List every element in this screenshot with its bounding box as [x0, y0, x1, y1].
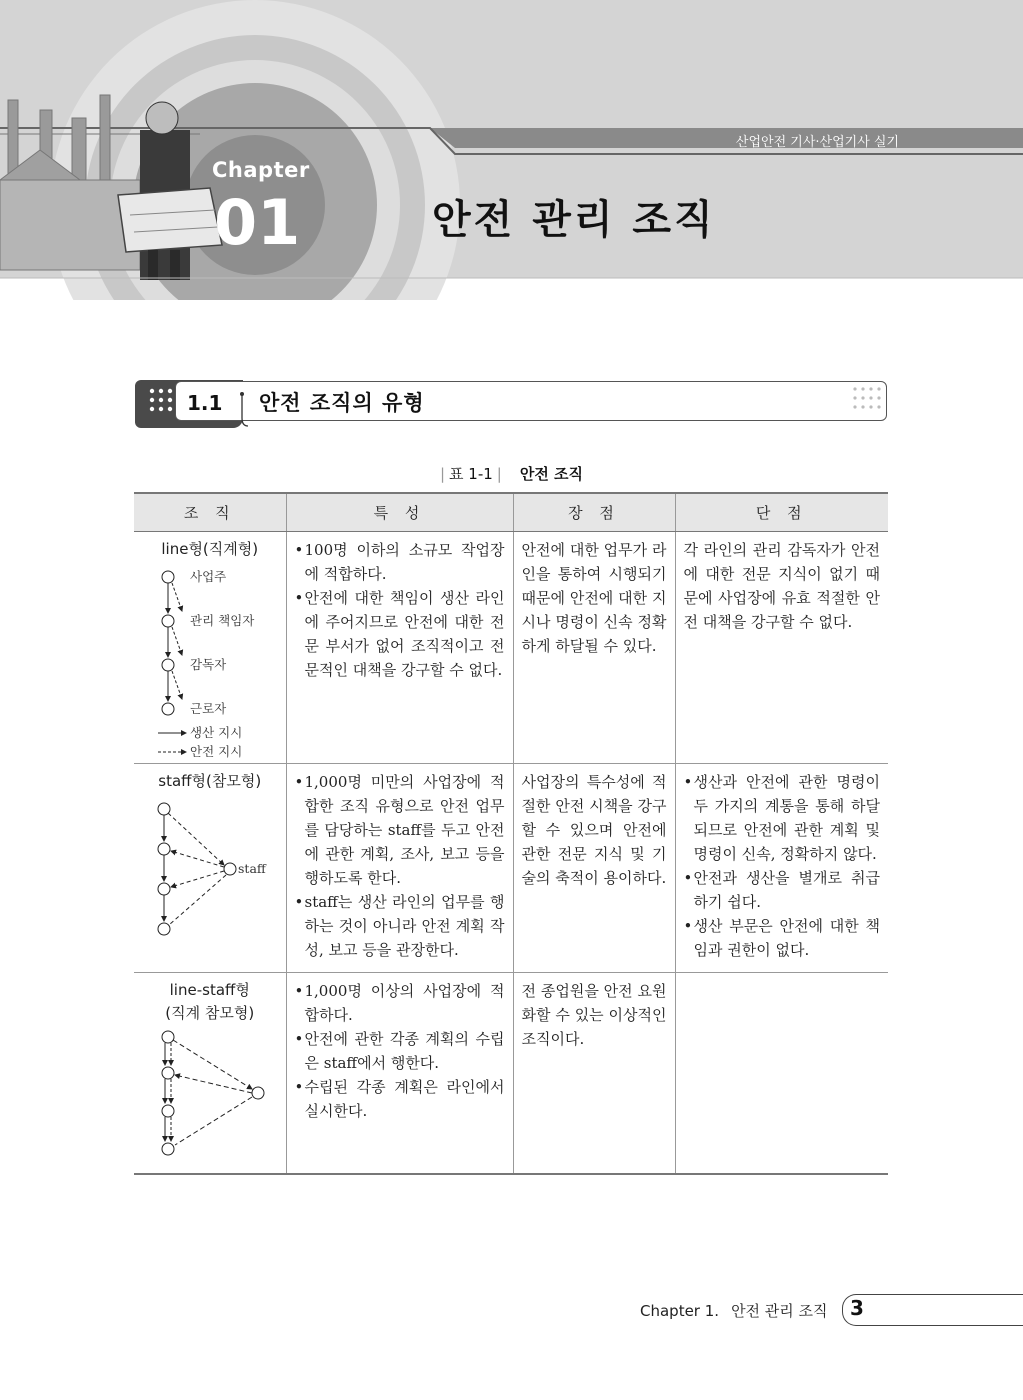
- org-cell-line-staff: [134, 973, 286, 1175]
- characteristics-cell: [286, 532, 513, 764]
- header-advantages: 장 점: [513, 493, 675, 532]
- table-caption-label: 표 1-1: [449, 465, 493, 483]
- page-number: 3: [850, 1296, 864, 1320]
- footer-running-title: [640, 1300, 828, 1321]
- table-row: [134, 532, 888, 764]
- disadvantages-cell: 각 라인의 관리 감독자가 안전에 대한 전문 지식이 없기 때문에 사업장에 유효 적절한 안전 대책을 강구할 수 없다.: [675, 532, 888, 764]
- section-number: 1.1: [187, 391, 223, 415]
- disadvantages-cell: [675, 973, 888, 1175]
- dots-decoration-icon: [852, 386, 882, 416]
- list-item: • 1,000명 미만의 사업장에 적합한 조직 유형으로 안전 업무를 담당하는 staff를 두고 안전에 관한 계획, 조사, 보고 등을 행하도록 한다.: [295, 770, 505, 890]
- staff-org-diagram: [138, 795, 278, 955]
- section-title: 안전 조직의 유형: [259, 391, 425, 415]
- diagram-label-owner: 사업주: [190, 569, 227, 584]
- chapter-header-banner: [0, 0, 1023, 300]
- hook-icon: [238, 392, 250, 432]
- list-item: • 안전과 생산을 별개로 취급하기 쉽다.: [684, 866, 881, 914]
- org-cell-line: [134, 532, 286, 764]
- table-header-row: [134, 493, 888, 532]
- table-caption-title: 안전 조직: [519, 465, 584, 483]
- list-item: • 안전에 대한 책임이 생산 라인에 주어지므로 안전에 대한 전문 부서가 없어 조직적이고 전문적인 대책을 강구할 수 없다.: [295, 586, 505, 682]
- footer-chapter-ref: Chapter 1.: [640, 1302, 720, 1320]
- disadvantages-cell: [675, 764, 888, 973]
- table-caption: | 표 1-1 | 안전 조직: [439, 465, 584, 483]
- legend-safety-order: 안전 지시: [190, 744, 243, 759]
- org-cell-staff: [134, 764, 286, 973]
- list-item: • 안전에 관한 각종 계획의 수립은 staff에서 행한다.: [295, 1027, 505, 1075]
- header-disadvantages: 단 점: [675, 493, 888, 532]
- chapter-title: 안전 관리 조직: [432, 197, 716, 243]
- chapter-number: 01: [214, 186, 301, 259]
- header-characteristics: 특 성: [286, 493, 513, 532]
- line-staff-org-diagram: [138, 1027, 278, 1163]
- list-item: • staff는 생산 라인의 업무를 행하는 것이 아니라 안전 계획 작성, 보고 등을 관장한다.: [295, 890, 505, 962]
- list-item: • 생산 부문은 안전에 대한 책임과 권한이 없다.: [684, 914, 881, 962]
- book-title: 산업안전 기사·산업기사 실기: [735, 135, 899, 150]
- chapter-label: Chapter: [212, 158, 310, 182]
- banner-graphic: [0, 0, 1023, 300]
- diagram-label-manager: 관리 책임자: [190, 613, 255, 628]
- line-org-diagram: [138, 563, 278, 759]
- characteristics-cell: [286, 764, 513, 973]
- org-name: staff형(참모형): [158, 772, 262, 790]
- characteristics-cell: [286, 973, 513, 1175]
- legend-production-order: 생산 지시: [190, 725, 243, 740]
- advantages-cell: 사업장의 특수성에 적절한 안전 시책을 강구할 수 있으며 안전에 관한 전문 지식 및 기술의 축적이 용이하다.: [513, 764, 675, 973]
- list-item: • 1,000명 이상의 사업장에 적합하다.: [295, 979, 505, 1027]
- list-item: • 100명 이하의 소규모 작업장에 적합하다.: [295, 538, 505, 586]
- table-row: [134, 973, 888, 1175]
- table-row: [134, 764, 888, 973]
- diagram-label-staff: staff: [238, 861, 266, 876]
- safety-organization-table: [134, 492, 888, 1175]
- diagram-label-worker: 근로자: [190, 701, 227, 716]
- org-name-line2: (직계 참모형): [165, 1004, 255, 1022]
- list-item: • 생산과 안전에 관한 명령이 두 가지의 계통을 통해 하달되므로 안전에 관한 계획 및 명령이 신속, 정확하지 않다.: [684, 770, 881, 866]
- advantages-cell: 전 종업원을 안전 요원화할 수 있는 이상적인 조직이다.: [513, 973, 675, 1175]
- section-heading: [135, 380, 887, 428]
- list-item: • 수립된 각종 계획은 라인에서 실시한다.: [295, 1075, 505, 1123]
- header-organization: 조 직: [134, 493, 286, 532]
- page-number-frame: [842, 1294, 1023, 1326]
- diagram-label-supervisor: 감독자: [190, 657, 227, 672]
- org-name-line1: line-staff형: [169, 981, 250, 999]
- advantages-cell: 안전에 대한 업무가 라인을 통하여 시행되기 때문에 안전에 대한 지시나 명령이 신속 정확하게 하달될 수 있다.: [513, 532, 675, 764]
- footer-chapter-title: 안전 관리 조직: [731, 1302, 828, 1320]
- org-name: line형(직계형): [161, 540, 259, 558]
